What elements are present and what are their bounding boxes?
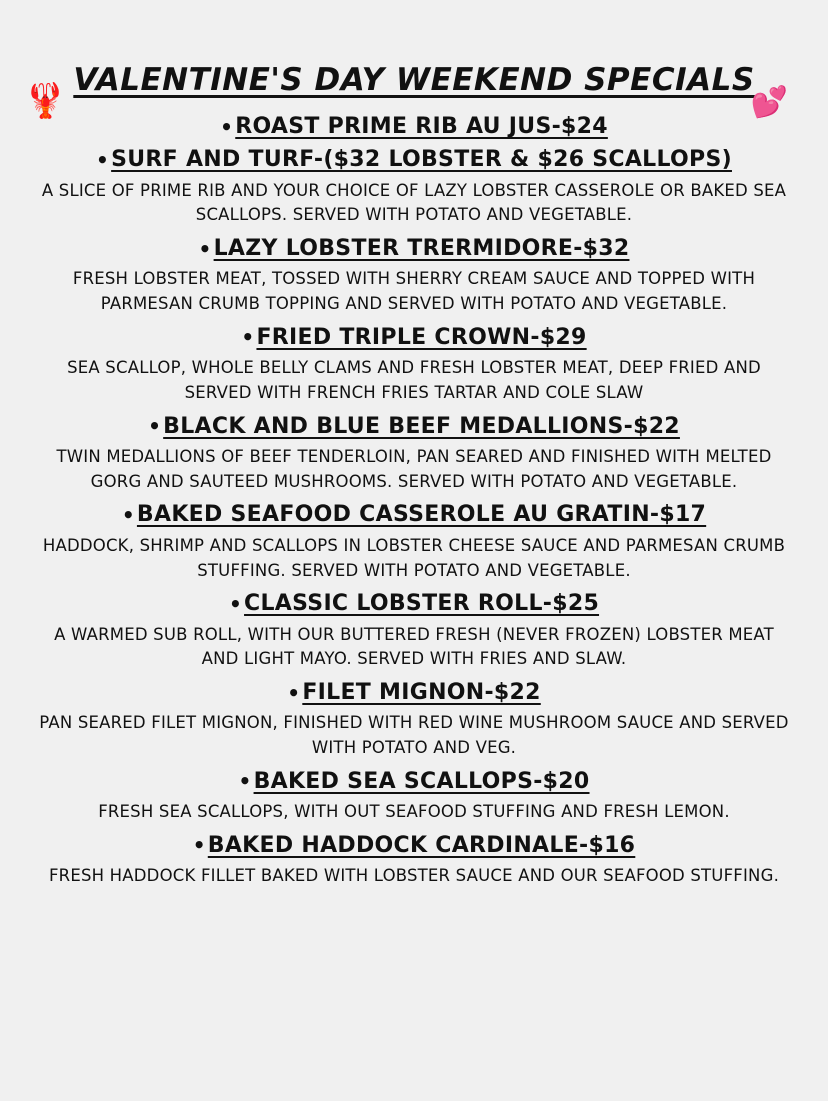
bullet-icon: • [238, 769, 252, 794]
list-item [28, 114, 800, 139]
item-heading [28, 114, 800, 139]
list-item [28, 591, 800, 672]
item-description: A SLICE OF PRIME RIB AND YOUR CHOICE OF LAZY LOBSTER CASSEROLE OR BAKED SEA SCALLOPS. SERVED WITH POTATO AND VEGETABLE. [41, 180, 787, 225]
item-description: HADDOCK, SHRIMP AND SCALLOPS IN LOBSTER CHEESE SAUCE AND PARMESAN CRUMB STUFFING. SERVED WITH POTATO AND VEGETABLE. [42, 535, 786, 580]
item-heading [28, 591, 800, 616]
item-heading [28, 502, 800, 527]
item-description: FRESH SEA SCALLOPS, WITH OUT SEAFOOD STUFFING AND FRESH LEMON. [98, 802, 730, 822]
list-item [28, 325, 800, 406]
item-description: SEA SCALLOP, WHOLE BELLY CLAMS AND FRESH LOBSTER MEAT, DEEP FRIED AND SERVED WITH FRENCH FRIES TARTAR AND COLE SLAW [67, 358, 761, 402]
item-heading [28, 236, 800, 261]
item-heading [28, 147, 800, 172]
list-item [28, 502, 800, 583]
item-description: PAN SEARED FILET MIGNON, FINISHED WITH RED WINE MUSHROOM SAUCE AND SERVED WITH POTATO AND VEG. [39, 713, 789, 758]
list-item [28, 769, 800, 825]
lobster-icon: 🦞 [24, 81, 67, 121]
item-heading [28, 769, 800, 794]
list-item [28, 680, 800, 761]
bullet-icon: • [228, 591, 243, 616]
bullet-icon: • [198, 236, 212, 261]
page-title: VALENTINE'S DAY WEEKEND SPECIALS [73, 62, 755, 98]
bullet-icon: • [192, 833, 206, 858]
item-heading [28, 833, 800, 858]
item-name: BAKED SEAFOOD CASSEROLE AU GRATIN-$17 [136, 502, 707, 528]
item-heading [28, 680, 800, 705]
item-description: A WARMED SUB ROLL, WITH OUR BUTTERED FRESH (NEVER FROZEN) LOBSTER MEAT AND LIGHT MAYO. SERVED WITH FRIES AND SLAW. [54, 624, 774, 669]
item-name: FILET MIGNON-$22 [302, 680, 541, 706]
item-name: BAKED HADDOCK CARDINALE-$16 [207, 832, 636, 858]
item-name: LAZY LOBSTER TRERMIDORE-$32 [213, 236, 630, 262]
bullet-icon: • [287, 680, 301, 705]
specials-list [28, 114, 800, 889]
list-item [28, 236, 800, 317]
item-description: FRESH HADDOCK FILLET BAKED WITH LOBSTER SAUCE AND OUR SEAFOOD STUFFING. [48, 866, 780, 886]
item-heading [28, 414, 800, 439]
bullet-icon: • [148, 414, 162, 439]
item-name: ROAST PRIME RIB AU JUS-$24 [235, 114, 608, 139]
item-name: SURF AND TURF-($32 LOBSTER & $26 SCALLOPS) [111, 147, 732, 173]
bullet-icon: • [220, 114, 234, 139]
item-description: TWIN MEDALLIONS OF BEEF TENDERLOIN, PAN SEARED AND FINISHED WITH MELTED GORG AND SAUTEED MUSHROOMS. SERVED WITH POTATO AND VEGETABLE. [56, 446, 772, 491]
list-item [28, 833, 800, 889]
list-item [28, 147, 800, 228]
item-name: BLACK AND BLUE BEEF MEDALLIONS-$22 [163, 413, 680, 439]
hearts-icon: 💕 [750, 85, 788, 120]
bullet-icon: • [96, 147, 110, 172]
item-name: FRIED TRIPLE CROWN-$29 [256, 324, 587, 350]
item-heading [28, 325, 800, 350]
item-description: FRESH LOBSTER MEAT, TOSSED WITH SHERRY CREAM SAUCE AND TOPPED WITH PARMESAN CRUMB TOPPING AND SERVED WITH POTATO AND VEGETABLE. [72, 269, 756, 314]
list-item [28, 414, 800, 495]
bullet-icon: • [121, 502, 135, 527]
menu-page [0, 62, 828, 1101]
item-name: CLASSIC LOBSTER ROLL-$25 [244, 591, 600, 617]
item-name: BAKED SEA SCALLOPS-$20 [253, 768, 590, 794]
bullet-icon: • [241, 325, 255, 350]
